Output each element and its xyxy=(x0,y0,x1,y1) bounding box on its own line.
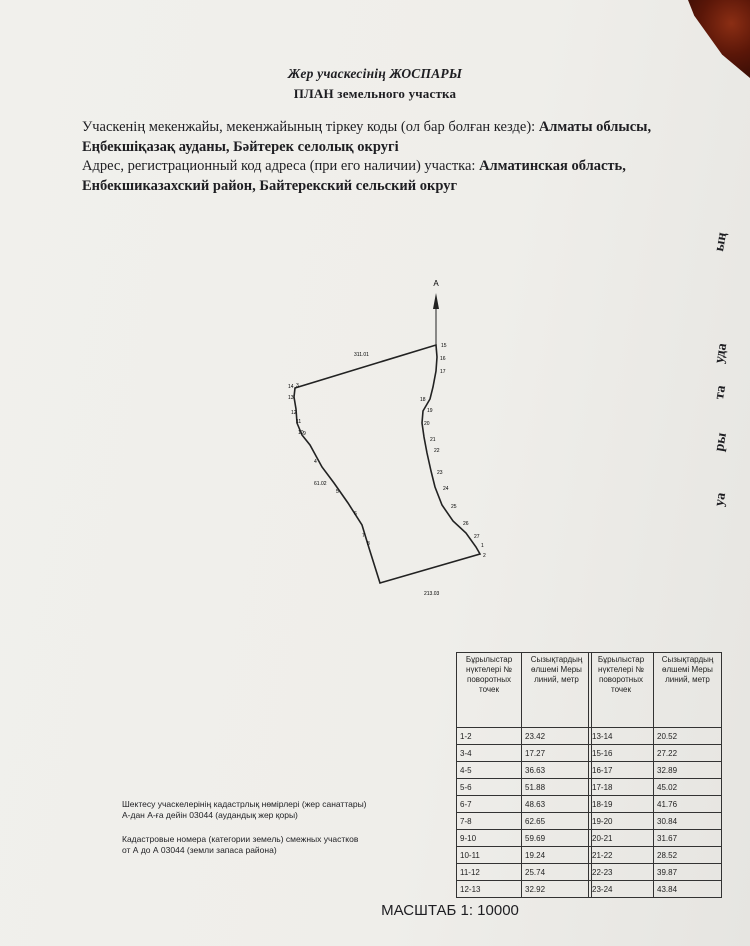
table-row xyxy=(589,796,722,813)
segment-length-cell: 41.76 xyxy=(654,796,722,813)
segment-points-cell: 17-18 xyxy=(589,779,654,796)
address-russian-label: Адрес, регистрационный код адреса (при его наличии) участка: xyxy=(82,158,480,174)
neighbor-bottom-label: 213.03 xyxy=(424,591,440,597)
segment-length-cell: 43.84 xyxy=(654,881,722,898)
segment-length-cell: 36.63 xyxy=(522,762,592,779)
vertex-label: 14 xyxy=(288,384,294,390)
segment-points-cell: 21-22 xyxy=(589,847,654,864)
vertex-label: 4 xyxy=(314,459,317,465)
segment-length-cell: 59.69 xyxy=(522,830,592,847)
segment-length-cell: 51.88 xyxy=(522,779,592,796)
segment-points-cell: 6-7 xyxy=(457,796,522,813)
north-label: А xyxy=(433,279,439,288)
segment-points-cell: 13-14 xyxy=(589,728,654,745)
vertex-labels xyxy=(288,343,486,559)
segment-length-cell: 62.65 xyxy=(522,813,592,830)
segment-length-cell: 20.52 xyxy=(654,728,722,745)
address-russian xyxy=(82,156,692,196)
segment-length-cell: 27.22 xyxy=(654,745,722,762)
vertex-label: 15 xyxy=(441,343,447,349)
segment-length-cell: 32.89 xyxy=(654,762,722,779)
table-row xyxy=(457,745,592,762)
table-row xyxy=(589,762,722,779)
segment-points-cell: 18-19 xyxy=(589,796,654,813)
neighbor-left-label: 61.02 xyxy=(314,481,327,487)
plot-boundary xyxy=(294,345,480,583)
vertex-label: 1 xyxy=(481,543,484,549)
vertex-label: 21 xyxy=(430,437,436,443)
table-row xyxy=(457,728,592,745)
vertex-label: 24 xyxy=(443,486,449,492)
table-row xyxy=(589,779,722,796)
vertex-label: 8 xyxy=(367,541,370,547)
edge-fragment: ың xyxy=(712,231,731,253)
plot-drawing xyxy=(250,275,500,605)
table-row xyxy=(589,728,722,745)
table1-header-points: Бұрылыстар нүктелері № поворотных точек xyxy=(457,653,522,728)
table1-header-lengths: Сызықтардың өлшемі Меры линий, метр xyxy=(522,653,592,728)
vertex-label: 22 xyxy=(434,448,440,454)
address-russian-value: Алматинская область, Енбекшиказахский район, Байтерекский сельский округ xyxy=(82,158,626,194)
vertex-label: 12 xyxy=(291,410,297,416)
neighbors-note-kazakh xyxy=(122,799,367,821)
segment-points-cell: 12-13 xyxy=(457,881,522,898)
vertex-label: 10 xyxy=(298,430,304,436)
vertex-label: 2 xyxy=(483,553,486,559)
table-row xyxy=(457,830,592,847)
segment-points-cell: 15-16 xyxy=(589,745,654,762)
segment-length-cell: 19.24 xyxy=(522,847,592,864)
vertex-label: 17 xyxy=(440,369,446,375)
neighbors-note-russian-line: Кадастровые номера (категории земель) смежных участков xyxy=(122,834,359,844)
segment-points-cell: 22-23 xyxy=(589,864,654,881)
segment-points-cell: 1-2 xyxy=(457,728,522,745)
vertex-label: 27 xyxy=(474,534,480,540)
neighbors-note-kazakh-line: Шектесу учаскелерінің кадастрлық нөмірлері (жер санаттары) xyxy=(122,799,367,809)
table-row xyxy=(589,847,722,864)
segment-points-cell: 19-20 xyxy=(589,813,654,830)
table-row xyxy=(457,864,592,881)
line-measures-table-1 xyxy=(456,652,592,898)
neighbors-note-russian-line: от А до А 03044 (земли запаса района) xyxy=(122,845,277,855)
neighbors-note-russian xyxy=(122,834,358,856)
table2-header-lengths: Сызықтардың өлшемі Меры линий, метр xyxy=(654,653,722,728)
segment-length-cell: 17.27 xyxy=(522,745,592,762)
table-row xyxy=(457,847,592,864)
land-plot-plan xyxy=(250,275,500,605)
segment-points-cell: 10-11 xyxy=(457,847,522,864)
table-row xyxy=(589,864,722,881)
table-row xyxy=(589,813,722,830)
title-russian: ПЛАН земельного участка xyxy=(293,86,457,101)
segment-length-cell: 32.92 xyxy=(522,881,592,898)
vertex-label: 11 xyxy=(296,419,302,425)
segment-length-cell: 31.67 xyxy=(654,830,722,847)
vertex-label: 26 xyxy=(463,521,469,527)
table2-header-points: Бұрылыстар нүктелері № поворотных точек xyxy=(589,653,654,728)
scale-label: МАСШТАБ 1: 10000 xyxy=(381,902,519,919)
segment-points-cell: 5-6 xyxy=(457,779,522,796)
segment-length-cell: 30.84 xyxy=(654,813,722,830)
segment-points-cell: 7-8 xyxy=(457,813,522,830)
table-row xyxy=(589,881,722,898)
table-row xyxy=(457,813,592,830)
neighbors-note-kazakh-line: А-дан А-ға дейін 03044 (аудандық жер қоры) xyxy=(122,810,298,820)
table-row xyxy=(457,762,592,779)
address-kazakh xyxy=(82,117,692,157)
vertex-label: 6 xyxy=(354,511,357,517)
segment-points-cell: 20-21 xyxy=(589,830,654,847)
segment-length-cell: 28.52 xyxy=(654,847,722,864)
segment-points-cell: 16-17 xyxy=(589,762,654,779)
vertex-label: 9 xyxy=(303,431,306,437)
table-row xyxy=(457,881,592,898)
segment-points-cell: 4-5 xyxy=(457,762,522,779)
north-arrow-head-icon xyxy=(433,293,439,309)
table-row xyxy=(589,830,722,847)
vertex-label: 5 xyxy=(336,489,339,495)
edge-fragment: уа xyxy=(712,491,730,508)
table-row xyxy=(457,779,592,796)
segment-length-cell: 23.42 xyxy=(522,728,592,745)
neighbor-top-label: 311.01 xyxy=(354,352,369,358)
line-measures-table-2 xyxy=(588,652,722,898)
vertex-label: 3 xyxy=(296,383,299,389)
vertex-label: 7 xyxy=(362,533,365,539)
edge-fragment: та xyxy=(712,384,730,401)
table-row xyxy=(457,796,592,813)
vertex-label: 25 xyxy=(451,504,457,510)
address-kazakh-label: Учаскенің мекенжайы, мекенжайының тіркеу коды (ол бар болған кезде): xyxy=(82,119,539,135)
title-kazakh: Жер учаскесінің ЖОСПАРЫ xyxy=(287,66,463,81)
segment-length-cell: 25.74 xyxy=(522,864,592,881)
vertex-label: 16 xyxy=(440,356,446,362)
vertex-label: 13 xyxy=(288,395,294,401)
vertex-label: 18 xyxy=(420,397,426,403)
vertex-label: 19 xyxy=(427,408,433,414)
segment-length-cell: 45.02 xyxy=(654,779,722,796)
edge-fragment: ры xyxy=(712,431,731,453)
edge-fragment: уда xyxy=(712,342,731,365)
table-row xyxy=(589,745,722,762)
segment-length-cell: 39.87 xyxy=(654,864,722,881)
vertex-label: 20 xyxy=(424,421,430,427)
address-kazakh-value: Алматы облысы, Еңбекшіқазақ ауданы, Бәйтерек селолық округі xyxy=(82,119,652,155)
segment-length-cell: 48.63 xyxy=(522,796,592,813)
segment-points-cell: 3-4 xyxy=(457,745,522,762)
segment-points-cell: 9-10 xyxy=(457,830,522,847)
segment-points-cell: 23-24 xyxy=(589,881,654,898)
segment-points-cell: 11-12 xyxy=(457,864,522,881)
vertex-label: 23 xyxy=(437,470,443,476)
